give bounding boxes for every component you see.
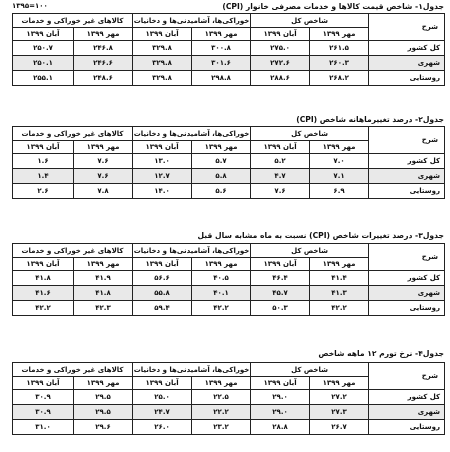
table-cell: ۵.۲ xyxy=(251,154,310,169)
table-cell: ۲۷.۲ xyxy=(310,390,369,405)
row-label: شهری xyxy=(369,286,445,301)
table-title: جدول۱- شاخص قیمت کالاها و خدمات مصرفی خانوار (CPI) xyxy=(222,2,444,11)
table-cell: ۳۲۹.۸ xyxy=(133,56,192,71)
header-mehr: مهر ۱۳۹۹ xyxy=(310,377,369,390)
table-cell: ۲۹.۶ xyxy=(74,420,133,435)
table-row xyxy=(13,184,445,199)
table-cell: ۴۱.۳ xyxy=(310,286,369,301)
header-row xyxy=(13,14,445,28)
table-cell: ۲.۶ xyxy=(13,184,74,199)
table-row xyxy=(13,420,445,435)
table-cell: ۵۰.۳ xyxy=(251,301,310,316)
header-food: خوراکی‌ها، آشامیدنی‌ها و دخانیات xyxy=(133,244,251,258)
header-aban: آبان ۱۳۹۹ xyxy=(251,28,310,41)
table-cell: ۲۶.۰ xyxy=(133,420,192,435)
header-aban: آبان ۱۳۹۹ xyxy=(13,28,74,41)
header-food: خوراکی‌ها، آشامیدنی‌ها و دخانیات xyxy=(133,14,251,28)
cpi-table xyxy=(12,13,445,86)
table-cell: ۲۷۲.۶ xyxy=(251,56,310,71)
table-cell: ۲۵۵.۱ xyxy=(13,71,74,86)
table-cell: ۵.۷ xyxy=(192,154,251,169)
cpi-table xyxy=(12,243,445,316)
table-cell: ۷.۱ xyxy=(310,169,369,184)
table-cell: ۲۶.۷ xyxy=(310,420,369,435)
header-mehr: مهر ۱۳۹۹ xyxy=(310,141,369,154)
header-nonfood: کالاهای غیر خوراکی و خدمات xyxy=(13,14,133,28)
row-label: روستایی xyxy=(369,301,445,316)
table-row xyxy=(13,169,445,184)
header-mehr: مهر ۱۳۹۹ xyxy=(192,28,251,41)
table-row xyxy=(13,41,445,56)
header-aban: آبان ۱۳۹۹ xyxy=(133,141,192,154)
header-aban: آبان ۱۳۹۹ xyxy=(13,377,74,390)
table-title: جدول۲- درصد تغییرماهانه شاخص (CPI) xyxy=(296,115,444,124)
base-year-label: ۱۳۹۵=۱۰۰ xyxy=(12,2,48,10)
table-cell: ۴۲.۲ xyxy=(192,301,251,316)
table-cell: ۵.۸ xyxy=(192,169,251,184)
header-food: خوراکی‌ها، آشامیدنی‌ها و دخانیات xyxy=(133,127,251,141)
row-label: روستایی xyxy=(369,420,445,435)
header-mehr: مهر ۱۳۹۹ xyxy=(192,377,251,390)
header-row xyxy=(13,244,445,258)
header-nonfood: کالاهای غیر خوراکی و خدمات xyxy=(13,127,133,141)
table-cell: ۲۹.۵ xyxy=(74,405,133,420)
header-mehr: مهر ۱۳۹۹ xyxy=(192,258,251,271)
table-cell: ۴۱.۸ xyxy=(74,286,133,301)
header-sharh: شرح xyxy=(369,127,445,154)
header-food: خوراکی‌ها، آشامیدنی‌ها و دخانیات xyxy=(133,363,251,377)
header-aban: آبان ۱۳۹۹ xyxy=(13,258,74,271)
table-cell: ۲۷.۳ xyxy=(310,405,369,420)
header-sharh: شرح xyxy=(369,244,445,271)
table-cell: ۴۰.۱ xyxy=(192,286,251,301)
table-cell: ۲۲.۲ xyxy=(192,405,251,420)
table-cell: ۱.۴ xyxy=(13,169,74,184)
table-cell: ۱.۶ xyxy=(13,154,74,169)
table-cell: ۴.۷ xyxy=(251,169,310,184)
table-cell: ۲۶۱.۵ xyxy=(310,41,369,56)
header-mehr: مهر ۱۳۹۹ xyxy=(310,28,369,41)
header-kol: شاخص کل xyxy=(251,244,369,258)
row-label: شهری xyxy=(369,56,445,71)
table-cell: ۴۲.۳ xyxy=(74,301,133,316)
table-cell: ۲۹.۰ xyxy=(251,405,310,420)
header-mehr: مهر ۱۳۹۹ xyxy=(74,141,133,154)
table-row xyxy=(13,271,445,286)
table-title: جدول۳- درصد تغییرات شاخص (CPI) نسبت به ماه مشابه سال قبل xyxy=(197,231,444,240)
cpi-table xyxy=(12,126,445,199)
table-cell: ۴۵.۷ xyxy=(251,286,310,301)
table-cell: ۵۵.۸ xyxy=(133,286,192,301)
table-cell: ۲۶۰.۳ xyxy=(310,56,369,71)
table-cell: ۲۸۸.۶ xyxy=(251,71,310,86)
table-row xyxy=(13,154,445,169)
table-cell: ۲۴۶.۸ xyxy=(74,41,133,56)
table-cell: ۴۲.۲ xyxy=(13,301,74,316)
header-kol: شاخص کل xyxy=(251,127,369,141)
header-kol: شاخص کل xyxy=(251,363,369,377)
header-kol: شاخص کل xyxy=(251,14,369,28)
table-row xyxy=(13,71,445,86)
header-row xyxy=(13,127,445,141)
table-cell: ۳۰۰.۸ xyxy=(192,41,251,56)
header-nonfood: کالاهای غیر خوراکی و خدمات xyxy=(13,363,133,377)
table-cell: ۴۱.۶ xyxy=(13,286,74,301)
table-cell: ۳۲۹.۸ xyxy=(133,41,192,56)
header-aban: آبان ۱۳۹۹ xyxy=(251,141,310,154)
row-label: شهری xyxy=(369,405,445,420)
header-aban: آبان ۱۳۹۹ xyxy=(133,28,192,41)
table-cell: ۲۵.۰ xyxy=(133,390,192,405)
table-cell: ۴۶.۴ xyxy=(251,271,310,286)
table-cell: ۲۴۸.۶ xyxy=(74,71,133,86)
table-row xyxy=(13,301,445,316)
table-cell: ۵.۶ xyxy=(192,184,251,199)
row-label: روستایی xyxy=(369,71,445,86)
table-cell: ۴۱.۹ xyxy=(74,271,133,286)
table-cell: ۳۱.۰ xyxy=(13,420,74,435)
table-cell: ۲۵۰.۷ xyxy=(13,41,74,56)
table-cell: ۳۰.۹ xyxy=(13,390,74,405)
table-cell: ۷.۸ xyxy=(74,184,133,199)
table-cell: ۳۰۱.۶ xyxy=(192,56,251,71)
header-aban: آبان ۱۳۹۹ xyxy=(133,258,192,271)
table-cell: ۷.۶ xyxy=(74,169,133,184)
table-cell: ۲۹.۰ xyxy=(251,390,310,405)
table-cell: ۲۹.۵ xyxy=(74,390,133,405)
row-label: کل کشور xyxy=(369,390,445,405)
table-cell: ۲۴.۷ xyxy=(133,405,192,420)
table-row xyxy=(13,56,445,71)
table-cell: ۲۳.۲ xyxy=(192,420,251,435)
table-cell: ۵۶.۶ xyxy=(133,271,192,286)
table-cell: ۴۲.۲ xyxy=(310,301,369,316)
header-mehr: مهر ۱۳۹۹ xyxy=(74,28,133,41)
row-label: روستایی xyxy=(369,184,445,199)
table-cell: ۷.۰ xyxy=(310,154,369,169)
row-label: شهری xyxy=(369,169,445,184)
header-nonfood: کالاهای غیر خوراکی و خدمات xyxy=(13,244,133,258)
table-row xyxy=(13,286,445,301)
header-sharh: شرح xyxy=(369,363,445,390)
row-label: کل کشور xyxy=(369,271,445,286)
header-sharh: شرح xyxy=(369,14,445,41)
table-title: جدول۴- نرخ تورم ۱۲ ماهه شاخص xyxy=(318,349,444,358)
table-cell: ۲۴۶.۶ xyxy=(74,56,133,71)
table-cell: ۲۲.۵ xyxy=(192,390,251,405)
table-cell: ۲۹۸.۸ xyxy=(192,71,251,86)
table-row xyxy=(13,390,445,405)
table-cell: ۷.۶ xyxy=(251,184,310,199)
row-label: کل کشور xyxy=(369,41,445,56)
table-cell: ۴۱.۸ xyxy=(13,271,74,286)
row-label: کل کشور xyxy=(369,154,445,169)
table-cell: ۷.۶ xyxy=(74,154,133,169)
table-cell: ۲۷۵.۰ xyxy=(251,41,310,56)
cpi-table xyxy=(12,362,445,435)
header-aban: آبان ۱۳۹۹ xyxy=(251,377,310,390)
table-cell: ۲۶۸.۲ xyxy=(310,71,369,86)
header-mehr: مهر ۱۳۹۹ xyxy=(192,141,251,154)
header-aban: آبان ۱۳۹۹ xyxy=(13,141,74,154)
table-cell: ۱۲.۷ xyxy=(133,169,192,184)
table-cell: ۴۰.۵ xyxy=(192,271,251,286)
header-mehr: مهر ۱۳۹۹ xyxy=(74,377,133,390)
table-cell: ۴۱.۴ xyxy=(310,271,369,286)
table-row xyxy=(13,405,445,420)
header-mehr: مهر ۱۳۹۹ xyxy=(310,258,369,271)
header-aban: آبان ۱۳۹۹ xyxy=(251,258,310,271)
table-cell: ۲۸.۸ xyxy=(251,420,310,435)
table-cell: ۳۰.۹ xyxy=(13,405,74,420)
table-cell: ۶.۹ xyxy=(310,184,369,199)
header-row xyxy=(13,363,445,377)
header-mehr: مهر ۱۳۹۹ xyxy=(74,258,133,271)
header-aban: آبان ۱۳۹۹ xyxy=(133,377,192,390)
table-cell: ۳۲۹.۸ xyxy=(133,71,192,86)
table-cell: ۱۴.۰ xyxy=(133,184,192,199)
table-cell: ۵۹.۴ xyxy=(133,301,192,316)
table-cell: ۲۵۰.۱ xyxy=(13,56,74,71)
table-cell: ۱۳.۰ xyxy=(133,154,192,169)
